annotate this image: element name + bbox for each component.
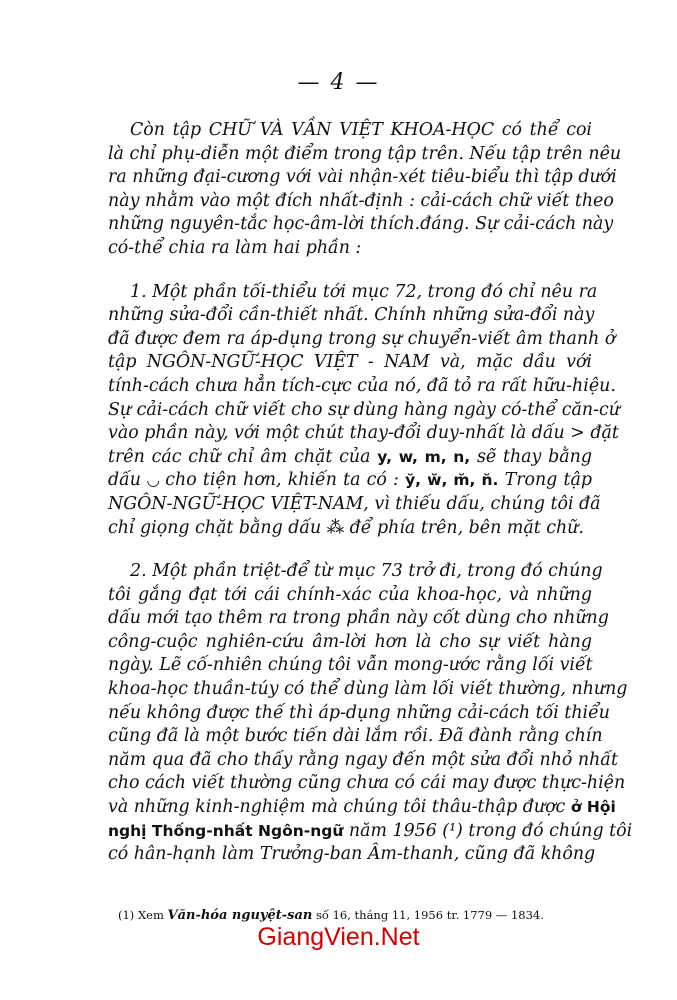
text-line: những nguyên-tắc học-âm-lời thích.đáng. Sự cải-cách này bbox=[108, 214, 614, 235]
footnote-marker: (1) Xem bbox=[118, 908, 164, 922]
text-line: có hân-hạnh làm Trưởng-ban Âm-thanh, cũng đã không bbox=[108, 844, 596, 865]
text-line: NGÔN-NGỮ-HỌC VIỆT-NAM, vì thiếu dấu, chúng tôi đã bbox=[108, 493, 601, 514]
text-line: là chỉ phụ-diễn một điểm trong tập trên. Nếu tập trên nêu bbox=[108, 143, 622, 164]
watermark: GiangVien.Net bbox=[257, 923, 420, 951]
text-run: và những kinh-nghiệm mà chúng tôi thâu-thập được bbox=[108, 797, 571, 818]
text-line bbox=[108, 796, 616, 820]
text-line: 1. Một phần tối-thiểu tới mục 72, trong đó chỉ nêu ra bbox=[130, 281, 598, 302]
footnote-source: Văn-hóa nguyệt-san bbox=[167, 908, 313, 923]
text-run: trên các chữ chỉ âm chặt của bbox=[108, 446, 378, 467]
text-line bbox=[108, 469, 592, 493]
text-line: năm qua đã cho thấy rằng ngay đến một sửa đổi nhỏ nhất bbox=[108, 749, 618, 770]
text-run: cho tiện hơn, khiến ta có : bbox=[159, 470, 406, 491]
text-line: tính-cách chưa hẳn tích-cực của nó, đã tỏ ra rất hữu-hiệu. bbox=[108, 375, 616, 396]
breve-symbol: ◡ bbox=[147, 471, 160, 490]
text-line: khoa-học thuần-túy có thể dùng làm lối viết thường, nhưng bbox=[108, 679, 628, 700]
text-line: nếu không được thế thì áp-dụng những cải-cách tối thiểu bbox=[108, 702, 610, 723]
text-line: chỉ giọng chặt bằng dấu ⁂ để phía trên, bên mặt chữ. bbox=[108, 517, 584, 538]
text-line: Sự cải-cách chữ viết cho sự dùng hàng ngày có-thể căn-cứ bbox=[108, 399, 620, 420]
text-run: Trong tập bbox=[498, 470, 592, 491]
text-run: năm 1956 (¹) trong đó chúng tôi bbox=[343, 820, 633, 841]
footnote-detail: số 16, tháng 11, 1956 tr. 1779 — 1834. bbox=[316, 908, 544, 922]
text-line: Còn tập CHỮ VÀ VẦN VIỆT KHOA-HỌC có thể coi bbox=[130, 120, 592, 140]
text-line: ngày. Lẽ cố-nhiên chúng tôi vẫn mong-ước rằng lối viết bbox=[108, 655, 593, 676]
text-line: này nhằm vào một đích nhất-định : cải-cách chữ viết theo bbox=[108, 190, 614, 211]
footnote bbox=[118, 908, 568, 923]
text-line: cho cách viết thường cũng chưa có cái may được thực-hiện bbox=[108, 773, 626, 794]
text-run: sẽ thay bằng bbox=[470, 446, 592, 467]
page-number: — 4 — bbox=[297, 70, 380, 95]
text-line: tập NGÔN-NGỮ-HỌC VIỆT - NAM và, mặc dầu với bbox=[108, 352, 592, 373]
letter-list: y, w, m, n, bbox=[377, 447, 471, 466]
bold-text: ở Hội bbox=[570, 798, 616, 817]
text-line bbox=[108, 446, 592, 470]
text-line: dấu mới tạo thêm ra trong phần này cốt dùng cho những bbox=[108, 608, 609, 629]
bold-text: nghị Thống-nhất Ngôn-ngữ bbox=[108, 821, 344, 840]
text-run: dấu bbox=[108, 470, 148, 491]
letter-list: y̆, w̆, m̆, n̆. bbox=[405, 471, 499, 490]
text-line: vào phần này, với một chút thay-đổi duy-nhất là dấu > đặt bbox=[108, 423, 619, 444]
body-text bbox=[108, 119, 633, 867]
text-line: có-thể chia ra làm hai phần : bbox=[108, 237, 362, 258]
text-line: cũng đã là một bước tiến dài lắm rồi. Đã đành rằng chín bbox=[108, 726, 603, 747]
text-line: ra những đại-cương với vài nhận-xét tiêu-biểu thì tập dưới bbox=[108, 167, 617, 188]
text-line bbox=[108, 820, 633, 844]
text-line: đã được đem ra áp-dụng trong sự chuyển-viết âm thanh ở bbox=[108, 328, 616, 349]
text-line: tôi gắng đạt tới cái chính-xác của khoa-học, và những bbox=[108, 584, 592, 605]
text-line: những sửa-đổi cần-thiết nhất. Chính những sửa-đổi này bbox=[108, 305, 595, 326]
text-line: công-cuộc nghiên-cứu âm-lời hơn là cho sự viết hàng bbox=[108, 631, 592, 652]
text-line: 2. Một phần triệt-để từ mục 73 trở đi, trong đó chúng bbox=[130, 561, 603, 582]
